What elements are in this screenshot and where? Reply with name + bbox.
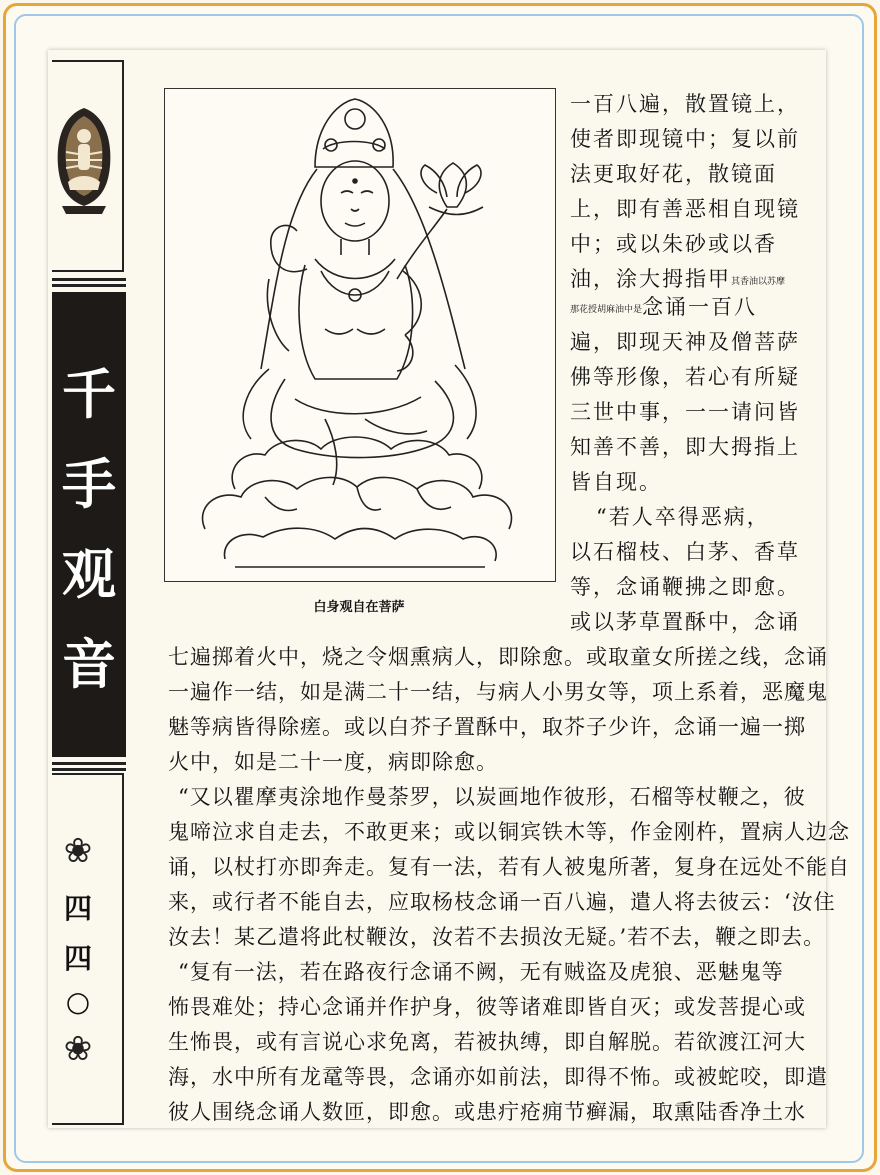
text-line: 来，或行者不能自去，应取杨枝念诵一百八遍，遣人将去彼云：‘汝住 [168,890,836,914]
side-rule [52,762,126,765]
text-line: “复有一法，若在路夜行念诵不阙，无有贼盗及虎狼、恶魅鬼等 [178,960,784,984]
text-line: 上，即有善恶相自现镜 [570,197,800,221]
side-title-block [52,292,126,757]
text-line: 遍，即现天神及僧菩萨 [570,330,800,354]
text-line: 彼人围绕念诵人数匝，即愈。或患疔疮痈节癣漏，取熏陆香净土水 [168,1100,806,1124]
bodhisattva-illustration [164,88,556,582]
text-line: 鬼啼泣求自走去，不敢更来；或以铜宾铁木等，作金刚杵，置病人边念 [168,820,850,844]
annotation-note: 那花授胡麻油中是 [570,305,643,315]
text-line: 生怖畏，或有言说心求免离，若被执缚，即自解脱。若欲渡江河大 [168,1030,806,1054]
text-line: 汝去！某乙遣将此杖鞭汝，汝若不去损汝无疑。’若不去，鞭之即去。 [168,925,826,949]
side-title-char: 手 [62,452,116,516]
text-line: 怖畏难处；持心念诵并作护身，彼等诸难即皆自灭；或发菩提心或 [168,995,806,1019]
text-line: 或以茅草置酥中，念诵 [570,610,800,634]
text-line: 知善不善，即大拇指上 [570,435,800,459]
text-line: 皆自现。 [570,470,662,494]
bodhisattva-figure-icon [165,89,553,579]
side-emblem-box [52,60,124,272]
text-line: 七遍掷着火中，烧之令烟熏病人，即除愈。或取童女所搓之线，念诵 [168,645,828,669]
text-line: “又以瞿摩夷涂地作曼荼罗，以炭画地作彼形，石榴等杖鞭之，彼 [178,785,806,809]
text-segment: 念诵一百八 [642,295,758,319]
text-line: 诵，以杖打亦即奔走。复有一法，若有人被鬼所著，复身在远处不能自 [168,855,850,879]
text-line: “若人卒得恶病， [596,505,770,529]
guanyin-emblem-icon [52,102,116,222]
text-segment: 油，涂大拇指甲 [570,267,731,291]
side-rule [52,768,126,771]
text-line [570,291,757,321]
side-bar [52,60,126,1123]
side-title-char: 音 [62,632,116,696]
side-rule [52,284,126,287]
page-number-char: ○ [65,985,91,1018]
flower-ornament-icon: ❀ [63,831,93,871]
flower-ornament-icon: ❀ [63,1029,93,1069]
text-line: 以石榴枝、白茅、香草 [570,540,800,564]
side-title-char: 千 [62,362,116,426]
page-number-box [52,773,124,1125]
page-number-char: 四 [63,892,92,925]
text-line: 一遍作一结，如是满二十一结，与病人小男女等，项上系着，恶魔鬼 [168,680,828,704]
text-line: 火中，如是二十一度，病即除愈。 [168,750,498,774]
text-line: 中；或以朱砂或以香 [570,232,777,256]
text-line: 佛等形像，若心有所疑 [570,365,800,389]
text-line: 魅等病皆得除瘥。或以白芥子置酥中，取芥子少许，念诵一遍一掷 [168,715,806,739]
side-title-char: 观 [62,542,116,606]
text-line: 三世中事，一一请问皆 [570,400,800,424]
annotation-note: 其香油以苏摩 [731,277,786,287]
page-number-char: 四 [63,942,92,975]
text-line: 一百八遍，散置镜上， [570,92,800,116]
text-line: 等，念诵鞭拂之即愈。 [570,575,800,599]
text-line [570,263,785,293]
side-rule [52,278,126,281]
text-line: 法更取好花，散镜面 [570,162,777,186]
text-line: 使者即现镜中；复以前 [570,127,800,151]
illustration-caption: 白身观自在菩萨 [313,600,405,615]
text-line: 海，水中所有龙鼋等畏，念诵亦如前法，即得不怖。或被蛇咬，即遣 [168,1065,828,1089]
